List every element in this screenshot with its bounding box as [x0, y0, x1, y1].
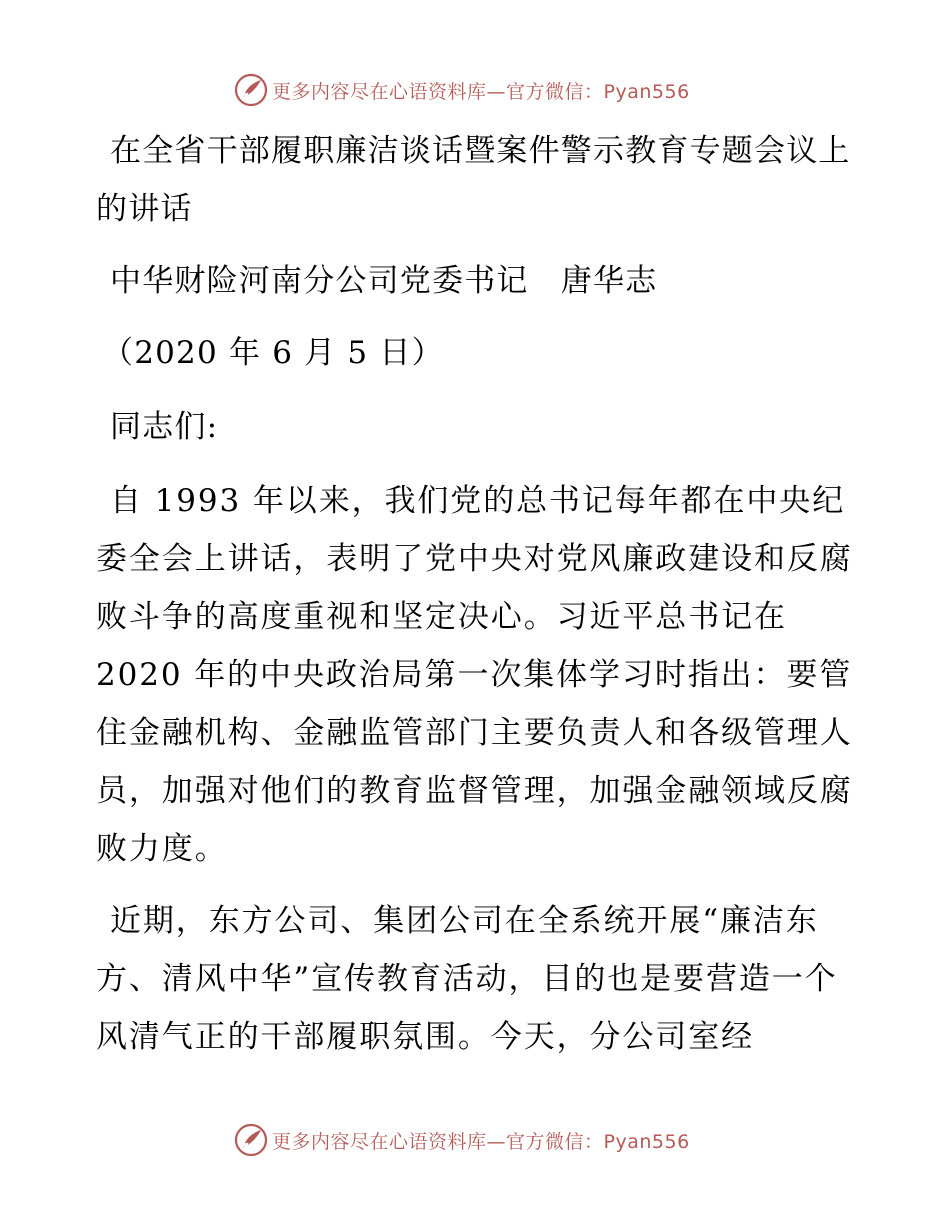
greeting: 同志们: [110, 409, 219, 445]
paragraph-2: 近期，东方公司、集团公司在全系统开展“廉洁东方、清风中华”宣传教育活动，目的也是要营造一个风清气正的干部履职氛围。今天，分公司室经 [96, 903, 838, 1055]
document-body [96, 122, 856, 1066]
quill-logo-icon [234, 73, 268, 107]
watermark-text: 更多内容尽在心语资料库—官方微信：Pyan556 [272, 80, 690, 103]
footer-watermark [234, 1122, 690, 1158]
document-title: 在全省干部履职廉洁谈话暨案件警示教育专题会议上的讲话 [96, 133, 851, 227]
watermark-text: 更多内容尽在心语资料库—官方微信：Pyan556 [272, 1130, 690, 1153]
header-watermark [234, 72, 690, 108]
quill-logo-icon [234, 1123, 268, 1157]
author-line: 中华财险河南分公司党委书记 唐华志 [110, 263, 658, 299]
date-line: （2020 年 6 月 5 日） [102, 335, 444, 371]
paragraph-1: 自 1993 年以来，我们党的总书记每年都在中央纪委全会上讲话，表明了党中央对党风廉政建设和反腐败斗争的高度重视和坚定决心。习近平总书记在 2020 年的中央政治局第一次集体学习时指出：要管住金融机构、金融监管部门主要负责人和各级管理人员，加强对他们的教育监督管理，加强金融领域反腐败力度。 [96, 483, 853, 867]
